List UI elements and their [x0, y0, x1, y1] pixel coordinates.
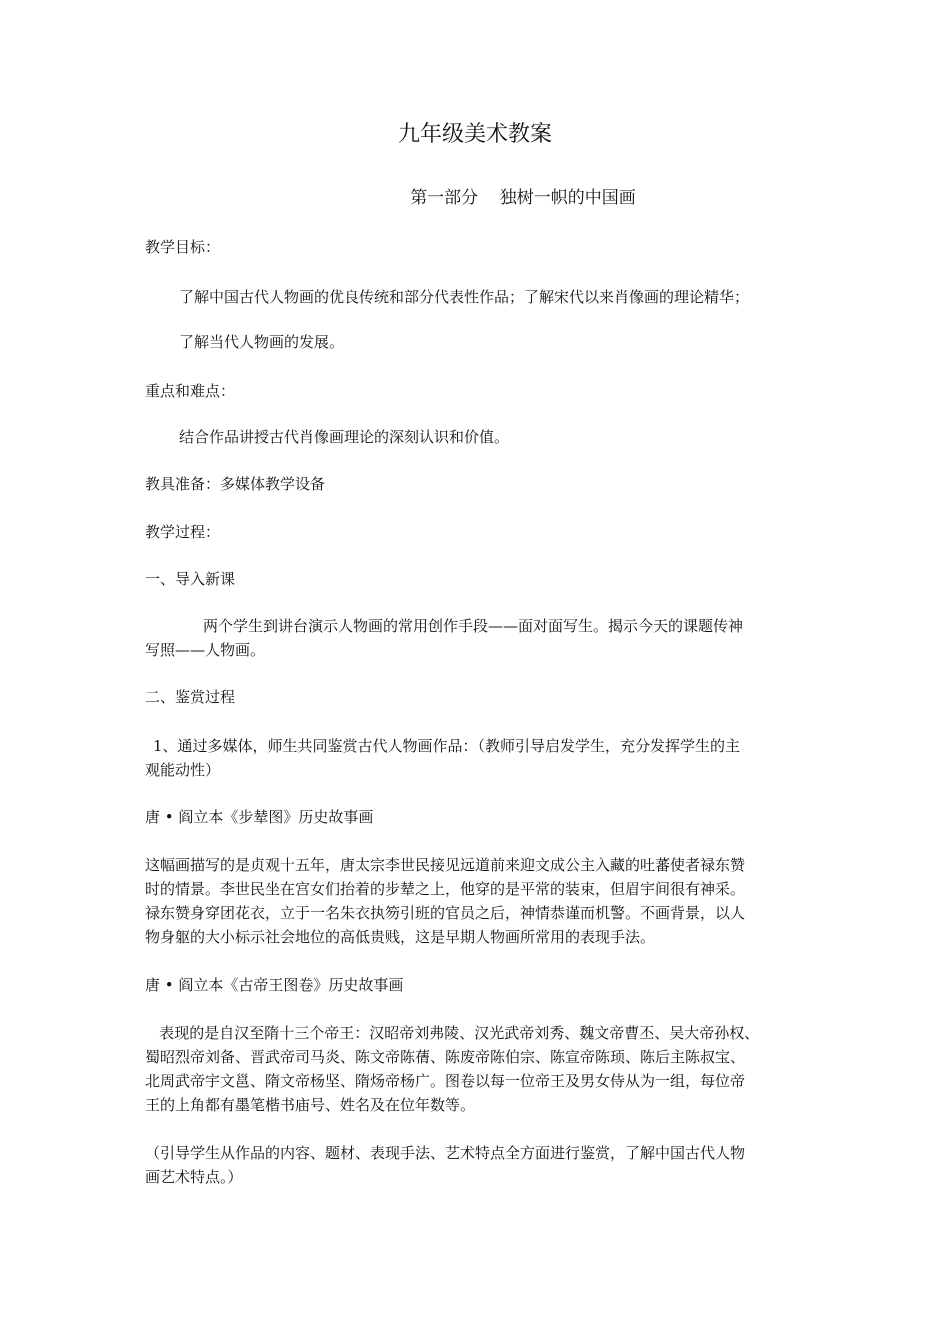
section-subtitle: 第一部分 独树一帜的中国画: [410, 188, 636, 208]
objectives-heading: 教学目标：: [145, 238, 221, 256]
paragraph-line: 物身躯的大小标示社会地位的高低贵贱，这是早期人物画所常用的表现手法。: [145, 928, 656, 946]
work-2-title: 唐 • 阎立本《古帝王图卷》历史故事画: [145, 976, 404, 994]
page-title: 九年级美术教案: [397, 122, 552, 147]
paragraph-line: 北周武帝宇文邕、隋文帝杨坚、隋炀帝杨广。图卷以每一位帝王及男女侍从为一组，每位帝: [145, 1072, 746, 1090]
paragraph-line: 蜀昭烈帝刘备、晋武帝司马炎、陈文帝陈蒨、陈废帝陈伯宗、陈宣帝陈顼、陈后主陈叔宝、: [145, 1048, 746, 1066]
paragraph-line: 时的情景。李世民坐在宫女们抬着的步辇之上，他穿的是平常的装束，但眉宇间很有神采。: [145, 880, 746, 898]
paragraph-line: 写照——人物画。: [145, 641, 266, 659]
paragraph-line: 这幅画描写的是贞观十五年，唐太宗李世民接见远道前来迎文成公主入藏的吐蕃使者禄东赞: [145, 856, 746, 874]
paragraph-line: 表现的是自汉至隋十三个帝王：汉昭帝刘弗陵、汉光武帝刘秀、魏文帝曹丕、吴大帝孙权、: [145, 1024, 760, 1042]
paragraph-line: 两个学生到讲台演示人物画的常用创作手段——面对面写生。揭示今天的课题传神: [203, 617, 744, 635]
teaching-aids: 教具准备：多媒体教学设备: [145, 475, 326, 493]
objectives-line-1: 了解中国古代人物画的优良传统和部分代表性作品；了解宋代以来肖像画的理论精华；: [179, 288, 750, 306]
paragraph-line: 观能动性）: [145, 761, 221, 779]
section-1-paragraph: [145, 614, 810, 662]
paragraph-line: 王的上角都有墨笔楷书庙号、姓名及在位年数等。: [145, 1096, 476, 1114]
paragraph-line: 禄东赞身穿团花衣，立于一名朱衣执笏引班的官员之后，神情恭谨而机警。不画背景，以人: [145, 904, 746, 922]
work-1-description: [145, 853, 810, 949]
guide-note: [145, 1141, 810, 1189]
section-2-heading: 二、鉴赏过程: [145, 688, 236, 706]
key-points-heading: 重点和难点：: [145, 382, 236, 400]
section-2-intro: [145, 734, 810, 782]
key-points-text: 结合作品讲授古代肖像画理论的深刻认识和价值。: [179, 428, 510, 446]
section-1-heading: 一、导入新课: [145, 570, 236, 588]
objectives-line-2: 了解当代人物画的发展。: [179, 333, 345, 351]
paragraph-line: 画艺术特点。）: [145, 1168, 243, 1186]
paragraph-line: （引导学生从作品的内容、题材、表现手法、艺术特点全方面进行鉴赏，了解中国古代人物: [145, 1144, 746, 1162]
work-2-description: [145, 1021, 810, 1117]
process-heading: 教学过程：: [145, 523, 221, 541]
work-1-title: 唐 • 阎立本《步辇图》历史故事画: [145, 808, 374, 826]
paragraph-line: 1、通过多媒体，师生共同鉴赏古代人物画作品：（教师引导启发学生，充分发挥学生的主: [153, 737, 741, 755]
